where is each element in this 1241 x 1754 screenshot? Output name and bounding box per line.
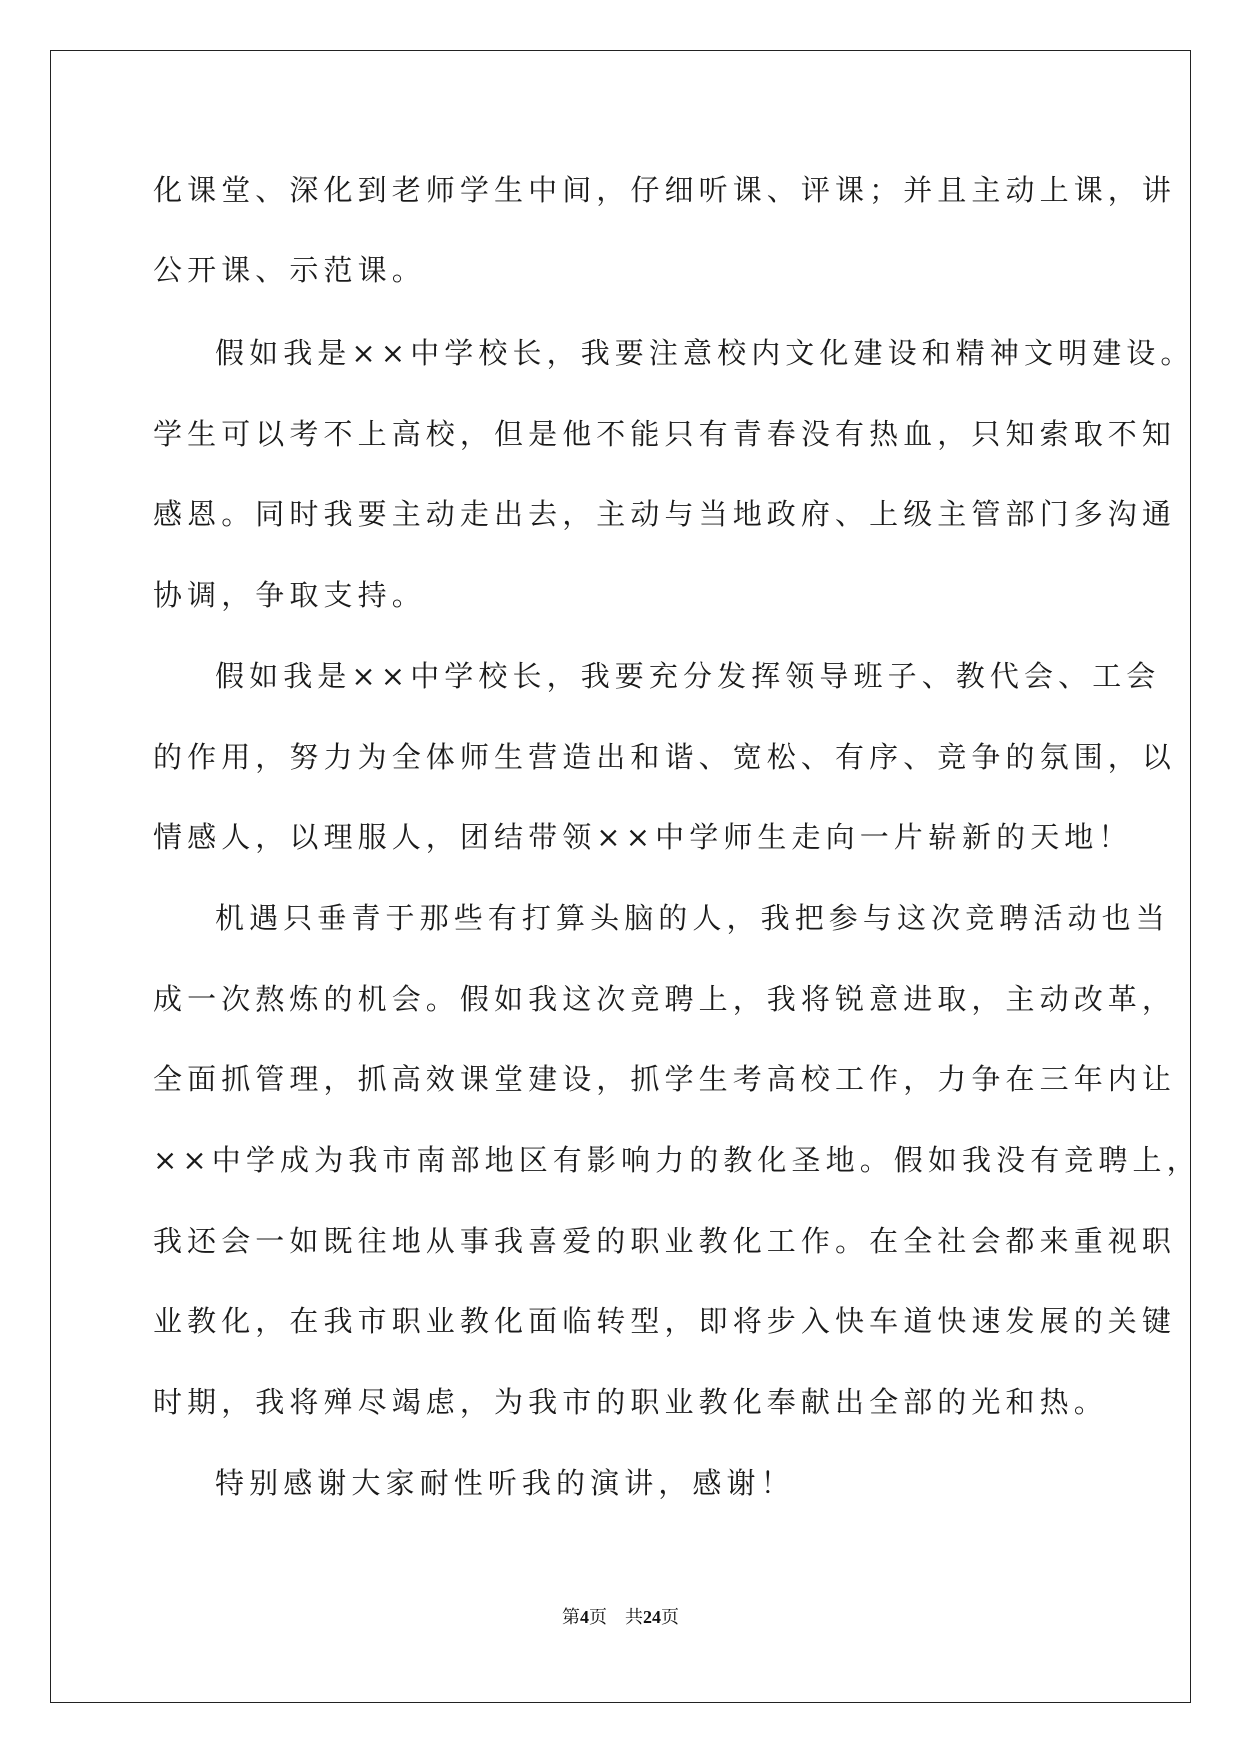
total-suffix: 页 bbox=[661, 1607, 679, 1627]
total-prefix: 共 bbox=[625, 1607, 643, 1627]
text-line: 假如我是××中学校长，我要充分发挥领导班子、教代会、工会 bbox=[215, 659, 1161, 693]
text-line: 全面抓管理，抓高效课堂建设，抓学生考高校工作，力争在三年内让 bbox=[153, 1062, 1177, 1096]
text-line: 化课堂、深化到老师学生中间，仔细听课、评课；并且主动上课，讲 bbox=[153, 173, 1177, 207]
total-pages: 24 bbox=[643, 1607, 661, 1627]
text-line: 我还会一如既往地从事我喜爱的职业教化工作。在全社会都来重视职 bbox=[153, 1224, 1177, 1258]
page-prefix: 第 bbox=[562, 1607, 580, 1627]
text-line: 感恩。同时我要主动走出去，主动与当地政府、上级主管部门多沟通 bbox=[153, 497, 1177, 531]
text-line: 假如我是××中学校长，我要注意校内文化建设和精神文明建设。 bbox=[215, 336, 1195, 370]
page-number: 4 bbox=[580, 1607, 589, 1627]
page-suffix: 页 bbox=[589, 1607, 607, 1627]
text-line: 业教化，在我市职业教化面临转型，即将步入快车道快速发展的关键 bbox=[153, 1304, 1177, 1338]
text-line: 成一次熬炼的机会。假如我这次竞聘上，我将锐意进取，主动改革， bbox=[153, 982, 1177, 1016]
text-line: 情感人，以理服人，团结带领××中学师生走向一片崭新的天地！ bbox=[153, 820, 1133, 854]
text-line: 的作用，努力为全体师生营造出和谐、宽松、有序、竞争的氛围，以 bbox=[153, 740, 1177, 774]
text-line: 公开课、示范课。 bbox=[153, 253, 426, 287]
text-line: ××中学成为我市南部地区有影响力的教化圣地。假如我没有竞聘上， bbox=[153, 1143, 1201, 1177]
page-border bbox=[50, 50, 1191, 1703]
text-line: 特别感谢大家耐性听我的演讲，感谢！ bbox=[215, 1466, 795, 1500]
text-line: 机遇只垂青于那些有打算头脑的人，我把参与这次竞聘活动也当 bbox=[215, 901, 1170, 935]
text-line: 时期，我将殚尽竭虑，为我市的职业教化奉献出全部的光和热。 bbox=[153, 1385, 1108, 1419]
text-line: 学生可以考不上高校，但是他不能只有青春没有热血，只知索取不知 bbox=[153, 417, 1177, 451]
page-footer bbox=[0, 1603, 1241, 1629]
text-line: 协调，争取支持。 bbox=[153, 578, 426, 612]
